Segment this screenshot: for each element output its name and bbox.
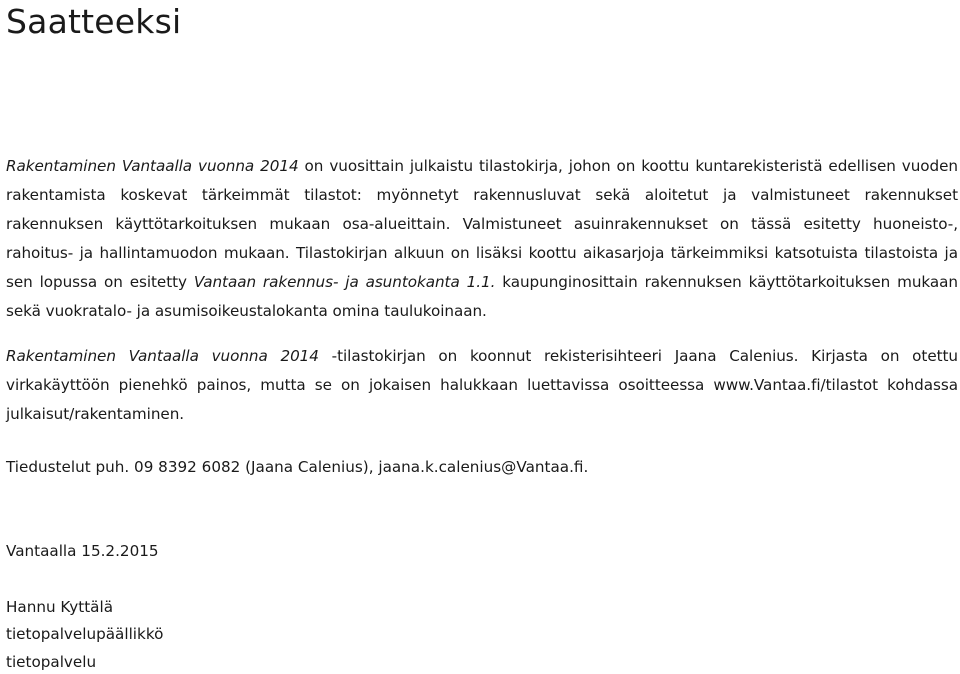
- publication-title: Rakentaminen Vantaalla vuonna 2014: [6, 157, 299, 175]
- page-title: Saatteeksi: [6, 2, 182, 41]
- publication-title-2: Rakentaminen Vantaalla vuonna 2014: [6, 347, 319, 365]
- contact-info: Tiedustelut puh. 09 8392 6082 (Jaana Calenius), jaana.k.calenius@Vantaa.fi.: [6, 458, 589, 476]
- compiler-paragraph: [6, 342, 958, 429]
- place-and-date: Vantaalla 15.2.2015: [6, 542, 159, 560]
- intro-text-part-1: on vuosittain julkaistu tilastokirja, johon on koottu kuntarekisteristä edellisen vuoden rakentamista koskevat tärkeimmät tilastot: myönnetyt rakennusluvat sekä aloitetut ja valmistuneet rakennukset rakennuksen käyttötarkoituksen mukaan osa-alueittain. Valmistuneet asuinrakennukset on tässä esitetty huoneisto-, rahoitus- ja hallintamuodon mukaan. Tilastokirjan alkuun on lisäksi koottu aikasarjoja tärkeimmiksi katsotuista tilastoista ja sen lopussa on esitetty: [6, 157, 958, 291]
- reference-table-title: Vantaan rakennus- ja asuntokanta 1.1.: [193, 273, 496, 291]
- intro-text-part-2: kaupunginosittain rakennuksen käyttötarkoituksen mukaan sekä vuokratalo- ja asumisoikeustalokanta omina taulukoinaan.: [6, 273, 958, 320]
- signer-title: tietopalvelupäällikkö: [6, 625, 164, 643]
- intro-paragraph: [6, 152, 958, 326]
- signer-name: Hannu Kyttälä: [6, 598, 114, 616]
- compiler-text: -tilastokirjan on koonnut rekisterisihteeri Jaana Calenius. Kirjasta on otettu virkakäyttöön pienehkö painos, mutta se on jokaisen halukkaan luettavissa osoitteessa www.Vantaa.fi/tilastot kohdassa julkaisut/rakentaminen.: [6, 347, 959, 423]
- signer-unit: tietopalvelu: [6, 653, 97, 671]
